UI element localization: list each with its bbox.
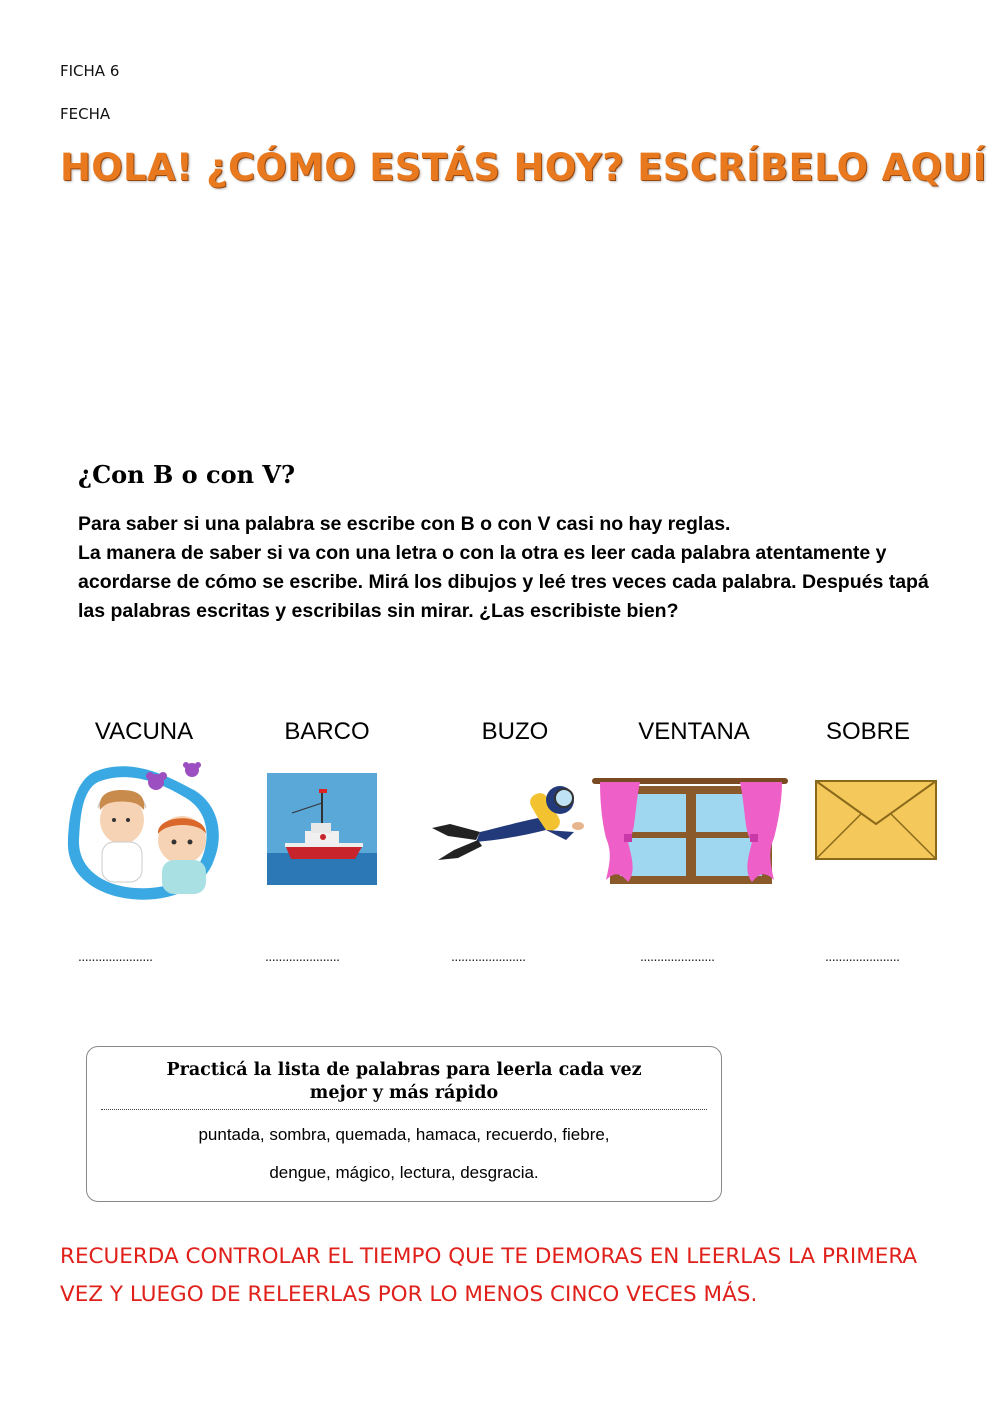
instructions-paragraph-2: La manera de saber si va con una letra o con la otra es leer cada palabra atentamente y acordarse de cómo se escribe. Mirá los dibujos y leé tres veces cada palabra. Después tapá las palabras escritas y escribilas sin mirar. ¿Las escribiste bien? [78, 542, 929, 622]
envelope-icon [815, 780, 937, 860]
practice-divider [101, 1109, 707, 1110]
word-label-vacuna: VACUNA [94, 718, 194, 745]
boat-icon [267, 773, 377, 885]
practice-title-line-1: Practicá la lista de palabras para leerla cada vez [166, 1060, 642, 1080]
practice-box [86, 1046, 722, 1202]
answer-blank-buzo[interactable]: ...................... [451, 948, 526, 964]
reminder-line-2: VEZ Y LUEGO DE RELEERLAS POR LO MENOS CINCO VECES MÁS. [60, 1282, 758, 1307]
section-title: ¿Con B o con V? [78, 460, 296, 489]
window-icon [592, 772, 788, 888]
date-label: FECHA [60, 105, 111, 123]
word-label-buzo: BUZO [481, 718, 549, 745]
instructions-paragraph-1: Para saber si una palabra se escribe con B o con V casi no hay reglas. [78, 513, 731, 535]
answer-blank-vacuna[interactable]: ...................... [78, 948, 153, 964]
answer-blank-ventana[interactable]: ...................... [640, 948, 715, 964]
instructions-text [78, 510, 938, 626]
reminder-text [60, 1238, 960, 1314]
answer-blank-sobre[interactable]: ...................... [825, 948, 900, 964]
practice-title [87, 1059, 721, 1105]
practice-word-list-1: puntada, sombra, quemada, hamaca, recuerdo, fiebre, [198, 1125, 610, 1144]
word-label-ventana: VENTANA [638, 718, 750, 745]
word-label-sobre: SOBRE [825, 718, 911, 745]
word-label-barco: BARCO [284, 718, 370, 745]
greeting-heading: HOLA! ¿CÓMO ESTÁS HOY? ESCRÍBELO AQUÍ [60, 146, 987, 189]
reminder-line-1: RECUERDA CONTROLAR EL TIEMPO QUE TE DEMORAS EN LEERLAS LA PRIMERA [60, 1244, 918, 1269]
answer-blank-barco[interactable]: ...................... [265, 948, 340, 964]
worksheet-number: FICHA 6 [60, 62, 120, 80]
nurse-vaccine-icon [64, 760, 224, 905]
diver-icon [428, 770, 590, 886]
practice-title-line-2: mejor y más rápido [309, 1083, 499, 1103]
practice-word-list-2: dengue, mágico, lectura, desgracia. [269, 1163, 539, 1182]
